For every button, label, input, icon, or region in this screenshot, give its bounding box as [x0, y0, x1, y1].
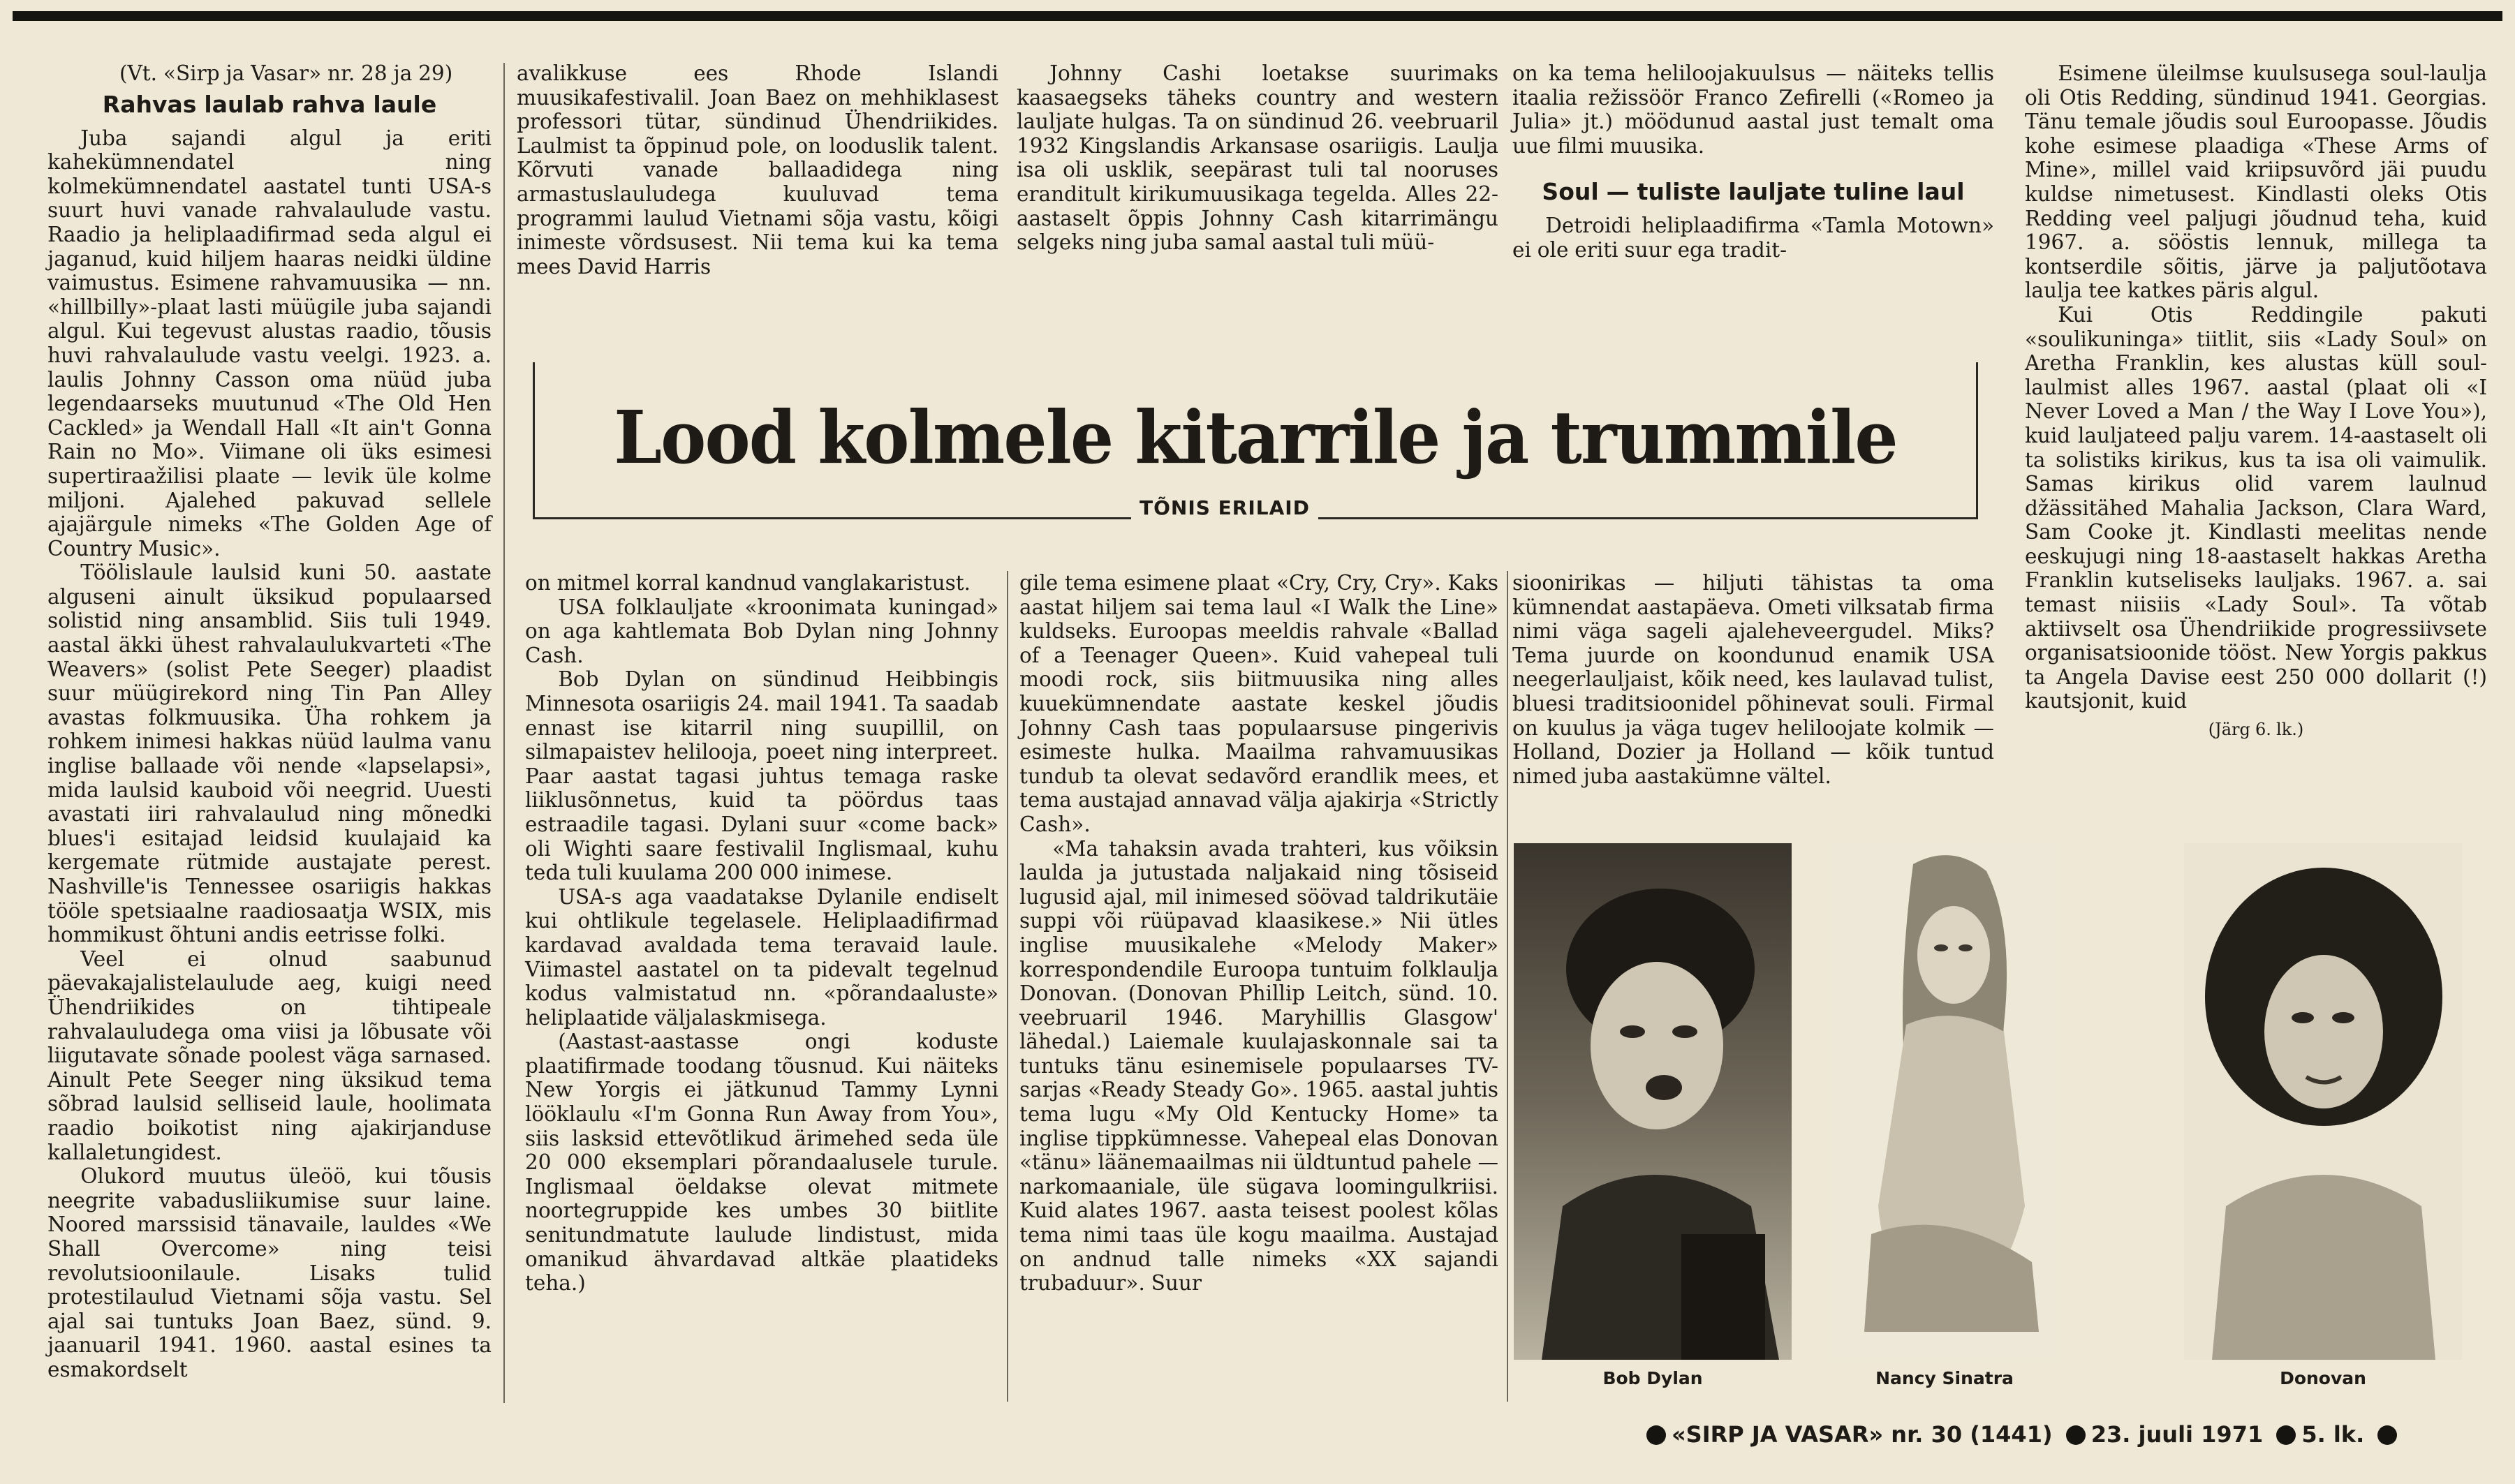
photo-caption: Donovan — [2280, 1368, 2366, 1388]
paragraph: USA-s aga vaadatakse Dylanile endiselt kui ohtlikule tegelasele. Heliplaadifirmad kardavad avaldada tema teravaid laule. Viimastel aastatel on ta pidevalt tegelnud kodus valmistatud nn. «põrandaaluste» heliplaatide väljalaskmisega. — [525, 884, 998, 1030]
paragraph: Olukord muutus üleöö, kui tõusis neegrite vabadusliikumise suur laine. Noored marssisid tänavaile, lauldes «We Shall Overcome» ning teisi revolutsioonilaule. Lisaks tulid protestilaulud Vietnami sõja vastu. Sel ajal sai tuntuks Joan Baez, sünd. 9. jaanuaril 1941. 1960. aastal esines ta esmakordselt — [47, 1164, 492, 1381]
continued-note: (Järg 6. lk.) — [2208, 720, 2304, 740]
paragraph: Bob Dylan on sündinud Heibbingis Minnesota osariigis 24. mail 1941. Ta saadab ennast ise kitarril ning suupillil, on silmapaistev helilooja, poeet ning interpreet. Paar aastat tagasi juhtus temaga raske liiklusõnnetus, kuid ta pöördus taas estraadile tagasi. Dylani suur «come back» oli Wighti saare festivalil Inglismaal, kuhu teda tuli kuulama 200 000 inimese. — [525, 667, 998, 885]
photo-caption: Nancy Sinatra — [1875, 1368, 2014, 1388]
paragraph: Töölislaule laulsid kuni 50. aastate alguseni ainult üksikud populaarsed solistid ning ansamblid. Siis tuli 1949. aastal äkki ühest rahvalaulukvarteti «The Weavers» (solist Pete Seeger) plaadist suur müügirekord ning Tin Pan Alley avastas folkmuusika. Üha rohkem ja rohkem inimesi hakkas nüüd laulma vanu inglise ballaade või nende «lapselapsi», mida laulsid kauboid või neegrid. Uuesti avastati iiri rahvalaulud ning mõnedki blues'i esitajad leidsid kuulajaid ka kergemate rütmide austajate perest. Nashville'is Tennessee osariigis hakkas tööle spetsiaalne raadiosaatja WSIX, mis hommikust õhtuni andis eetrisse folki. — [47, 561, 492, 947]
column-3-bottom — [1019, 571, 1498, 1296]
footer-issue: nr. 30 (1441) — [1891, 1421, 2053, 1448]
column-divider — [1507, 571, 1508, 1402]
portrait-photo-icon — [2184, 843, 2462, 1360]
column-divider — [503, 63, 505, 1403]
column-divider — [1007, 571, 1008, 1402]
subheading-soul: Soul — tuliste lauljate tuline laul — [1542, 178, 1965, 206]
footer-page: 5. lk. — [2301, 1421, 2365, 1448]
photo-caption: Bob Dylan — [1602, 1368, 1703, 1388]
paragraph: Detroidi heliplaadifirma «Tamla Motown» ei ole eriti suur ega tradit- — [1512, 214, 1994, 262]
paragraph: sioonirikas — hiljuti tähistas ta oma kümnendat aastapäeva. Ometi vilksatab firma nimi väga sageli ajaleheveergudel. Miks? Tema juurde on koondunud enamik USA neegerlauljaist, kõik need, kes laulavad tulist, bluesi traditsioonidel põhinevat souli. Firmal on kuulus ja väga tugev heliloojate kolmik — Holland, Dozier ja Holland — kõik tuntud nimed juba aastakümne vältel. — [1512, 571, 1994, 788]
paragraph: «Ma tahaksin avada trahteri, kus võiksin laulda ja jutustada naljakaid ning tõsiseid lugusid ajal, mil inimesed söövad taldrikutäie suppi või rüüpavad klaasikese.» Nii ütles inglise muusikalehe «Melody Maker» korrespondendile Euroopa tuntuim folklaulja Donovan. (Donovan Phillip Leitch, sünd. 10. veebruaril 1946. Maryhillis Glasgow' lähedal.) Laiemale kuulajaskonnale sai ta tuntuks tänu esinemisele populaarses TV-sarjas «Ready Steady Go». 1965. aastal juhtis tema lugu «My Old Kentucky Home» ta inglise tippkümnesse. Vahepeal elas Donovan «tänu» läänemaailmas nii üldtuntud pahele — narkomaaniale, üle sügava loomingulkriisi. Kuid alates 1967. aasta teisest poolest kõlas tema nimi taas üle kogu maailma. Austajad on andnud talle nimeks «XX sajandi trubaduur». Suur — [1019, 836, 1498, 1296]
photo-bob-dylan — [1514, 843, 1792, 1360]
paragraph: gile tema esimene plaat «Cry, Cry, Cry». Kaks aastat hiljem sai tema laul «I Walk the Line» kuldseks. Euroopas meeldis rahvale «Ballad of a Teenager Queen». Kuid vahepeal tuli moodi rock, siis biitmuusika ning alles kuuekümnendate aastate keskel jõudis Johnny Cash taas populaarsuse pingerivis esimeste hulka. Maailma rahvamuusikas tundub ta olevat sedavõrd erandlik mees, et tema austajad annavad välja ajakirja «Strictly Cash». — [1019, 571, 1498, 836]
photo-donovan — [2184, 843, 2462, 1360]
paragraph: avalikkuse ees Rhode Islandi muusikafestivalil. Joan Baez on mehhiklasest professori tütar, sündinud Ühendriikides. Laulmist ta õppinud pole, on looduslik talent. Kõrvuti vanade ballaadidega ning armastuslauludega kuuluvad tema programmi laulud Vietnami sõja vastu, kõigi inimeste võrdsusest. Nii tema kui ka tema mees David Harris — [517, 61, 998, 279]
paragraph: (Aastast-aastasse ongi koduste plaatifirmade toodang tõusnud. Kui näiteks New Yorgis ei jätkunud Tammy Lynni lööklaulu «I'm Gonna Run Away from You», siis lasksid ettevõtlikud ärimehed seda üle 20 000 eksemplari põrandaalusele turule. Inglismaal öeldakse olevat mitmete noortegruppide kes umbes 30 biitlite senitundmatute laulude lindistust, mida omanikud ähvardavad altkäe plaatideks teha.) — [525, 1030, 998, 1296]
portrait-photo-icon — [1514, 843, 1792, 1360]
paragraph: Veel ei olnud saabunud päevakajalistelaulude aeg, kuigi need Ühendriikides on tihtipeale rahvalauludega oma viisi ja lõbusate või liigutavate sõnade poolest väga sarnased. Ainult Pete Seeger ning üksikud tema sõbrad laulsid selliseid laule, hoolimata raadio boikotist ning ajakirjanduse kallaletungidest. — [47, 947, 492, 1164]
column-2-top — [517, 61, 998, 279]
paragraph: on ka tema heliloojakuulsus — näiteks tellis itaalia režissöör Franco Zefirelli («Romeo ja Julia» jt.) möödunud aastal just temalt oma uue filmi muusika. — [1512, 61, 1994, 158]
column-4-top — [1512, 61, 1994, 262]
column-5 — [2025, 61, 2487, 742]
bullet-icon — [2066, 1425, 2086, 1445]
reference-line: (Vt. «Sirp ja Vasar» nr. 28 ja 29) — [119, 61, 453, 85]
top-rule — [13, 11, 2502, 21]
author-byline: TÕNIS ERILAID — [1131, 496, 1318, 519]
article-title: Lood kolmele kitarrile ja trummile — [614, 394, 1897, 480]
paragraph: on mitmel korral kandnud vanglakaristust. — [525, 571, 971, 595]
bullet-icon — [1646, 1425, 1666, 1445]
column-4-bottom — [1512, 571, 1994, 788]
bullet-icon — [2377, 1425, 2397, 1445]
portrait-photo-icon — [1829, 843, 2060, 1360]
footer-paper: «SIRP JA VASAR» — [1672, 1421, 1884, 1448]
subheading-folk: Rahvas laulab rahva laule — [102, 90, 437, 118]
paragraph: Esimene üleilmse kuulsusega soul-laulja oli Otis Redding, sündinud 1941. Georgias. Tänu temale jõudis soul Euroopasse. Jõudis kohe esimese plaadiga «These Arms of Mine», millel vaid kriipsuvõrd jäi puudu kuldse nimetusest. Kindlasti oleks Otis Redding veel paljugi jõudnud teha, kuid 1967. a. sööstis lennuk, millega ta kontserdile sõitis, järve ja paljutõotava laulja tee katkes päris algul. — [2025, 61, 2487, 303]
paragraph: Juba sajandi algul ja eriti kahekümnendatel ning kolmekümnendatel aastatel tunti USA-s suurt huvi vanade rahvalaulude vastu. Raadio ja heliplaadifirmad seda algul ei jaganud, kuid hiljem haaras neidki üldine vaimustus. Esimene rahvamuusika — nn. «hillbilly»-plaat lasti müügile juba sajandi algul. Kui tegevust alustas raadio, tõusis huvi rahvalaulude vastu veelgi. 1923. a. laulis Johnny Casson oma nüüd juba legendaarseks muutunud «The Old Hen Cackled» ja Wendall Hall «It ain't Gonna Rain no Mo». Viimane oli üks esimesi supertiraažilisi plaate — levik üle kolme miljoni. Ajalehed pakuvad sellele ajajärgule nimeks «The Golden Age of Country Music». — [47, 126, 492, 561]
column-1 — [47, 61, 492, 1381]
footer-date: 23. juuli 1971 — [2090, 1421, 2264, 1448]
paragraph: Johnny Cashi loetakse suurimaks kaasaegseks täheks country and western lauljate hulgas. Ta on sündinud 26. veebruaril 1932 Kingslandis Arkansase osariigis. Laulja isa oli usklik, seepärast tuli tal nooruses eranditult kirikumuusikaga tegelda. Alles 22-aastaselt õppis Johnny Cash kitarrimängu selgeks ning juba samal aastal tuli müü- — [1017, 61, 1498, 255]
column-3-top — [1017, 61, 1498, 255]
paragraph: USA folklauljate «kroonimata kuningad» on aga kahtlemata Bob Dylan ning Johnny Cash. — [525, 595, 998, 667]
bullet-icon — [2276, 1425, 2296, 1445]
photo-nancy-sinatra — [1829, 843, 2060, 1360]
footer — [1641, 1421, 2403, 1448]
column-2-bottom — [525, 571, 998, 1296]
paragraph: Kui Otis Reddingile pakuti «soulikuninga» tiitlit, siis «Lady Soul» on Aretha Franklin, kes alustas küll soul-laulmist alles 1967. aastal (plaat oli «I Never Loved a Man / the Way I Love You»), kuid lauljateed palju varem. 14-aastaselt oli ta solistiks kirikus, kus ta isa oli vaimulik. Samas kirikus olid varem laulnud džässitähed Mahalia Jackson, Clara Ward, Sam Cooke jt. Kindlasti meelitas nende eeskujugi ning 18-aastaselt hakkas Aretha Franklin kutseliseks lauljaks. 1967. a. sai temast niisiis «Lady Soul». Ta võtab aktiivselt osa Ühendriikide progressiivsete organisatsioonide tööst. New Yorgis pakkus ta Angela Davise eest 250 000 dollarit (!) kautsjonit, kuid — [2025, 302, 2487, 713]
